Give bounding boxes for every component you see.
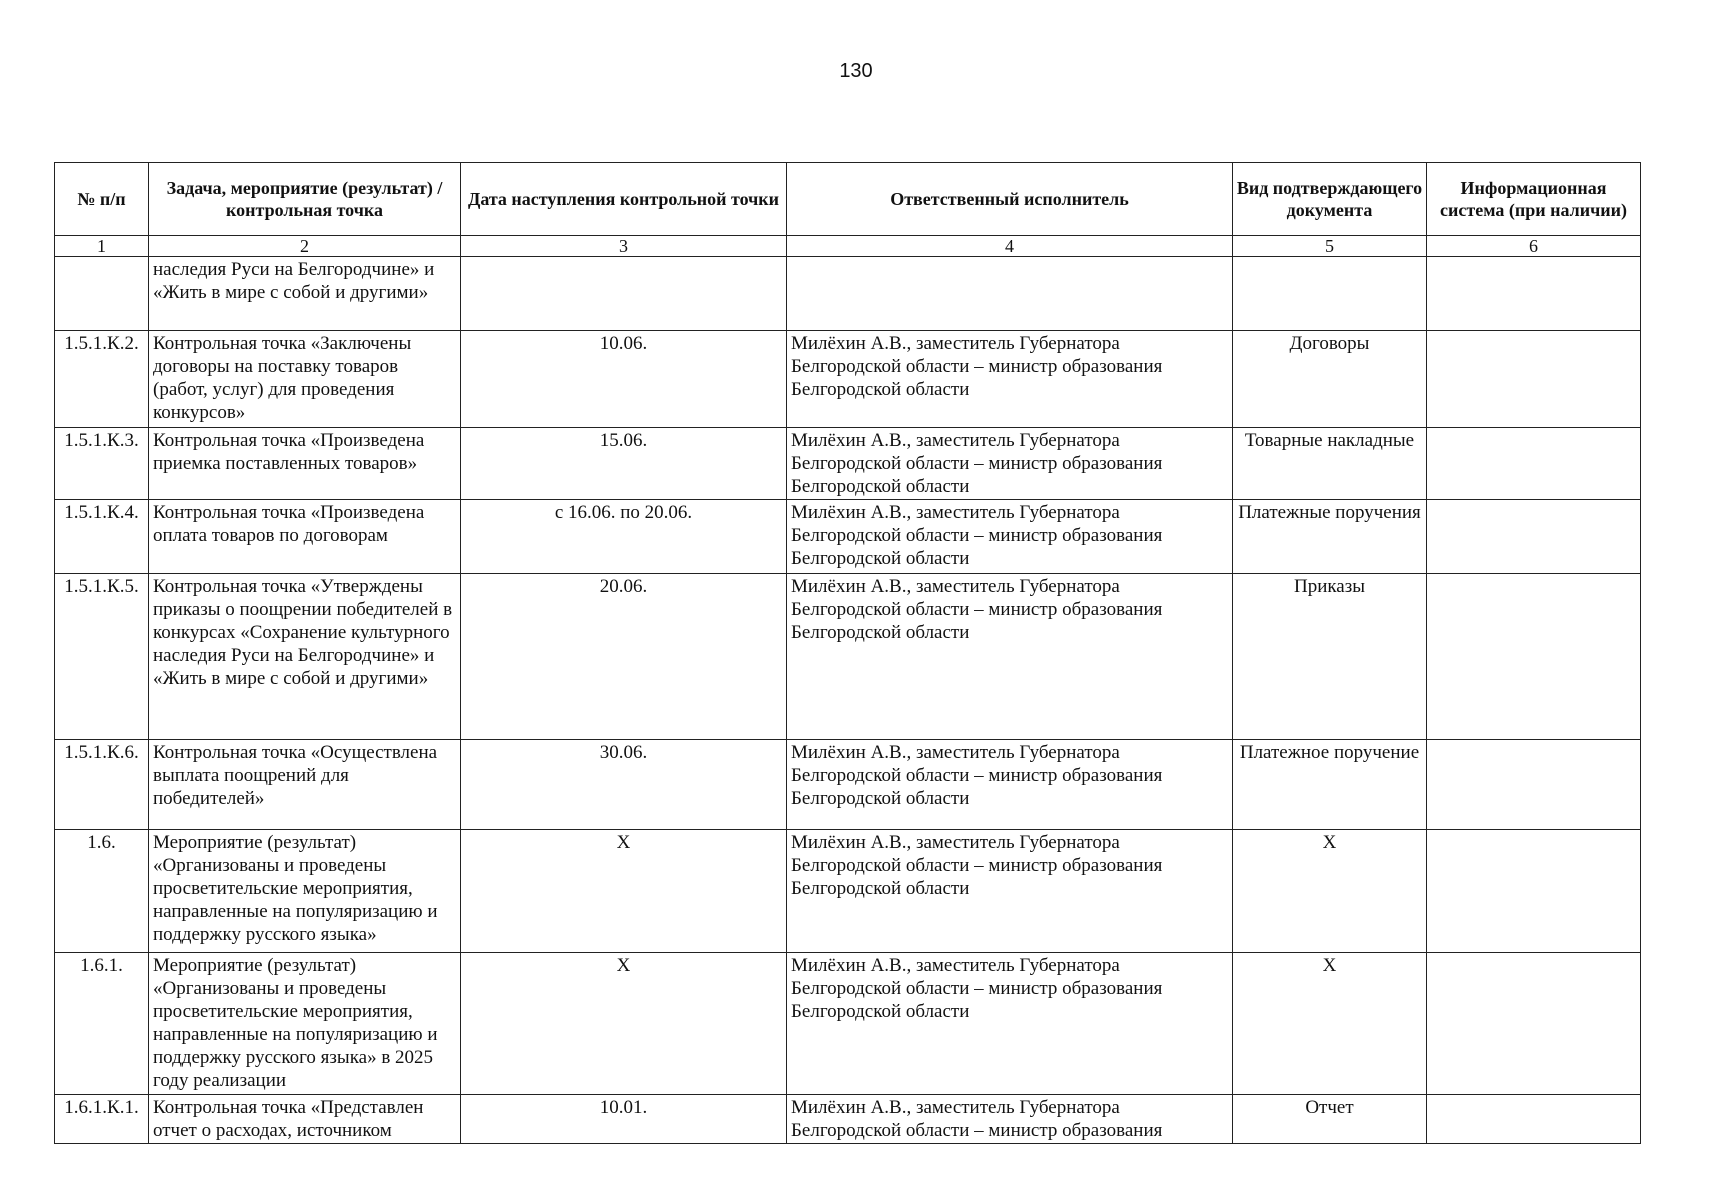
row-task: Мероприятие (результат) «Организованы и проведены просветительские мероприятия, направленные на популяризацию и поддержку русского языка» в 2025 году реализации (149, 953, 461, 1095)
row-date: 20.06. (461, 574, 787, 740)
row-date (461, 257, 787, 331)
row-system (1427, 331, 1641, 428)
row-responsible: Милёхин А.В., заместитель Губернатора Белгородской области – министр образования (787, 1095, 1233, 1144)
row-task: Контрольная точка «Произведена оплата товаров по договорам (149, 500, 461, 574)
row-document: Платежное поручение (1233, 740, 1427, 830)
table-row (55, 574, 1641, 740)
row-system (1427, 428, 1641, 500)
row-date: Х (461, 830, 787, 953)
row-task: Контрольная точка «Произведена приемка поставленных товаров» (149, 428, 461, 500)
row-document: Х (1233, 830, 1427, 953)
header-system: Информационная система (при наличии) (1427, 163, 1641, 236)
row-document (1233, 257, 1427, 331)
row-number: 1.6.1. (55, 953, 149, 1095)
row-system (1427, 500, 1641, 574)
table-row (55, 953, 1641, 1095)
row-number: 1.6. (55, 830, 149, 953)
row-number: 1.5.1.К.3. (55, 428, 149, 500)
row-task: Контрольная точка «Утверждены приказы о поощрении победителей в конкурсах «Сохранение культурного наследия Руси на Белгородчине» и «Жить в мире с собой и другими» (149, 574, 461, 740)
row-number: 1.5.1.К.2. (55, 331, 149, 428)
row-system (1427, 574, 1641, 740)
row-document: Платежные поручения (1233, 500, 1427, 574)
row-number: 1.5.1.К.5. (55, 574, 149, 740)
row-date: Х (461, 953, 787, 1095)
row-system (1427, 257, 1641, 331)
row-system (1427, 830, 1641, 953)
header-responsible: Ответственный исполнитель (787, 163, 1233, 236)
row-task: Контрольная точка «Заключены договоры на поставку товаров (работ, услуг) для проведения конкурсов» (149, 331, 461, 428)
row-date: 10.01. (461, 1095, 787, 1144)
row-document: Отчет (1233, 1095, 1427, 1144)
row-responsible: Милёхин А.В., заместитель Губернатора Белгородской области – министр образования Белгородской области (787, 428, 1233, 500)
table-row (55, 331, 1641, 428)
column-number: 4 (787, 236, 1233, 257)
row-number: 1.5.1.К.4. (55, 500, 149, 574)
row-document: Х (1233, 953, 1427, 1095)
row-number (55, 257, 149, 331)
row-responsible: Милёхин А.В., заместитель Губернатора Белгородской области – министр образования Белгородской области (787, 740, 1233, 830)
row-task: Контрольная точка «Представлен отчет о расходах, источником (149, 1095, 461, 1144)
row-task: Контрольная точка «Осуществлена выплата поощрений для победителей» (149, 740, 461, 830)
header-document: Вид подтверждающего документа (1233, 163, 1427, 236)
row-date: с 16.06. по 20.06. (461, 500, 787, 574)
table-row (55, 428, 1641, 500)
row-date: 10.06. (461, 331, 787, 428)
column-number: 1 (55, 236, 149, 257)
header-number: № п/п (55, 163, 149, 236)
row-task: наследия Руси на Белгородчине» и «Жить в мире с собой и другими» (149, 257, 461, 331)
row-document: Приказы (1233, 574, 1427, 740)
column-number: 3 (461, 236, 787, 257)
table-row (55, 830, 1641, 953)
column-number: 5 (1233, 236, 1427, 257)
row-number: 1.6.1.К.1. (55, 1095, 149, 1144)
row-task: Мероприятие (результат) «Организованы и проведены просветительские мероприятия, направленные на популяризацию и поддержку русского языка» (149, 830, 461, 953)
column-number: 2 (149, 236, 461, 257)
table-row (55, 740, 1641, 830)
page-number: 130 (839, 60, 873, 82)
row-date: 15.06. (461, 428, 787, 500)
row-responsible: Милёхин А.В., заместитель Губернатора Белгородской области – министр образования Белгородской области (787, 953, 1233, 1095)
column-number-row (55, 236, 1641, 257)
table-header-row (55, 163, 1641, 236)
row-system (1427, 740, 1641, 830)
row-responsible: Милёхин А.В., заместитель Губернатора Белгородской области – министр образования Белгородской области (787, 830, 1233, 953)
row-system (1427, 1095, 1641, 1144)
row-date: 30.06. (461, 740, 787, 830)
table-row (55, 500, 1641, 574)
table-row (55, 1095, 1641, 1144)
row-system (1427, 953, 1641, 1095)
column-number: 6 (1427, 236, 1641, 257)
row-responsible (787, 257, 1233, 331)
control-points-table (54, 162, 1641, 1144)
row-responsible: Милёхин А.В., заместитель Губернатора Белгородской области – министр образования Белгородской области (787, 500, 1233, 574)
row-responsible: Милёхин А.В., заместитель Губернатора Белгородской области – министр образования Белгородской области (787, 574, 1233, 740)
header-date: Дата наступления контрольной точки (461, 163, 787, 236)
header-task: Задача, мероприятие (результат) / контрольная точка (149, 163, 461, 236)
row-number: 1.5.1.К.6. (55, 740, 149, 830)
row-document: Товарные накладные (1233, 428, 1427, 500)
table-row (55, 257, 1641, 331)
row-document: Договоры (1233, 331, 1427, 428)
row-responsible: Милёхин А.В., заместитель Губернатора Белгородской области – министр образования Белгородской области (787, 331, 1233, 428)
